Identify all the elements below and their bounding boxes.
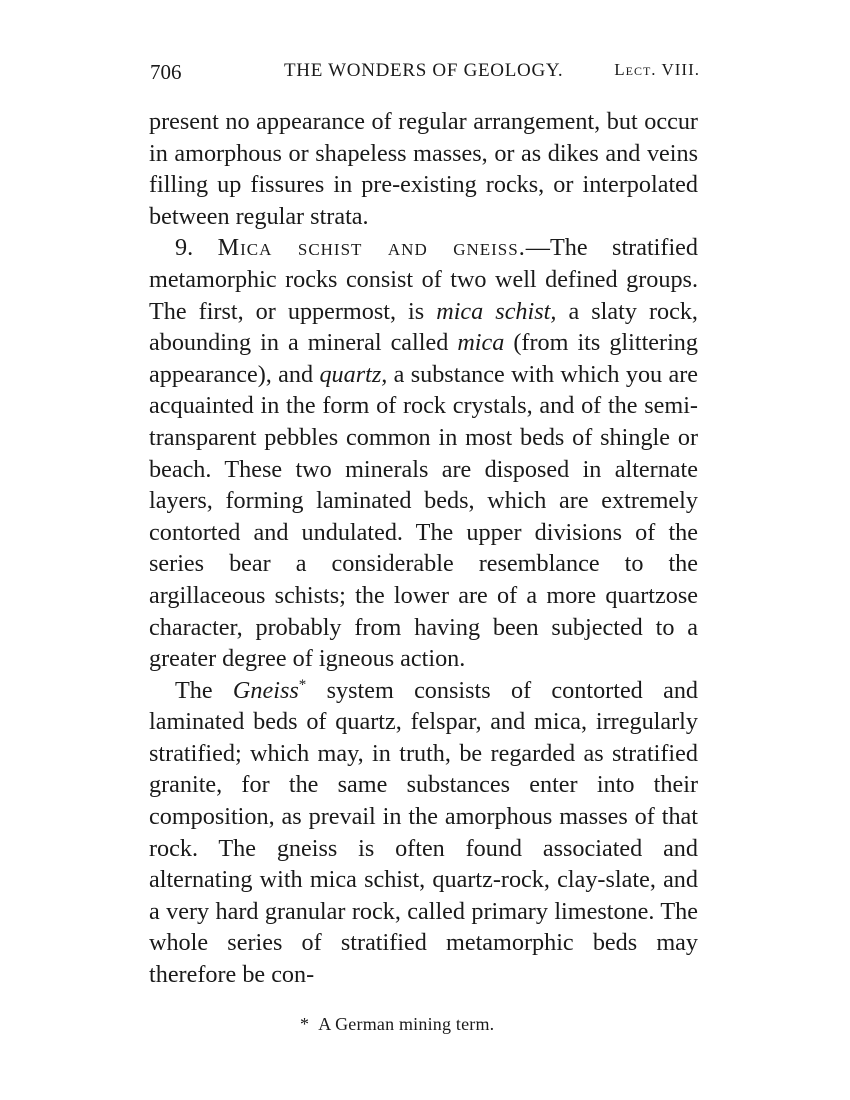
paragraph-text: system consists of contorted and laminated beds of quartz, felspar, and mica, irregularly stratified; which may, in truth, be regarded as stratified granite, for the same substances enter into their composition, as prevail in the amorphous masses of that rock. The gneiss is often found associated and alternating with mica schist, quartz-rock, clay-slate, and a very hard granular rock, called primary limestone. The whole series of stratified metamorphic beds may therefore be con- [149,676,699,989]
footnote-reference: * [298,676,307,693]
body-text [149,106,698,991]
paragraph-continuation [149,106,698,232]
footnote [300,1014,494,1035]
paragraph-text: a slaty rock, abounding in a mineral called [149,297,698,357]
footnote-text: A German mining term. [318,1014,495,1034]
paragraph-text: a substance with which you are acquainted in the form of rock crystals, and of the semi-transparent pebbles common in most beds of shingle or beach. These two minerals are disposed in alternate layers, forming laminated beds, which are extremely contorted and undulated. The upper divisions of the series bear a considerable resemblance to the argillaceous schists; the lower are of a more quartzose character, probably from having been subjected to a greater degree of igneous action. [149,360,698,673]
paragraph-text: The [175,676,233,704]
paragraph-mica-schist [149,232,698,674]
section-heading: Mica schist and gneiss. [217,234,526,262]
footnote-mark: * [300,1014,310,1034]
paragraph-text: —The stratified metamorphic rocks consist of two well defined groups. The first, or uppermost, is [149,234,698,325]
running-header [150,60,700,90]
term-mica: mica [457,329,505,357]
term-mica-schist: mica schist, [436,297,557,325]
term-quartz: quartz, [319,360,388,388]
paragraph-text: present no appearance of regular arrangement, but occur in amorphous or shapeless masses, or as dikes and veins filling up fissures in pre-existing rocks, or interpolated between regular strata. [149,108,698,230]
page-number: 706 [150,60,182,84]
paragraph-text: (from its glittering appearance), and [149,329,698,388]
section-number: 9. [175,234,194,262]
lecture-label: Lect. VIII. [614,60,700,79]
book-title: THE WONDERS OF GEOLOGY. [284,60,564,81]
paragraph-gneiss [149,675,698,991]
term-gneiss: Gneiss [232,676,299,704]
